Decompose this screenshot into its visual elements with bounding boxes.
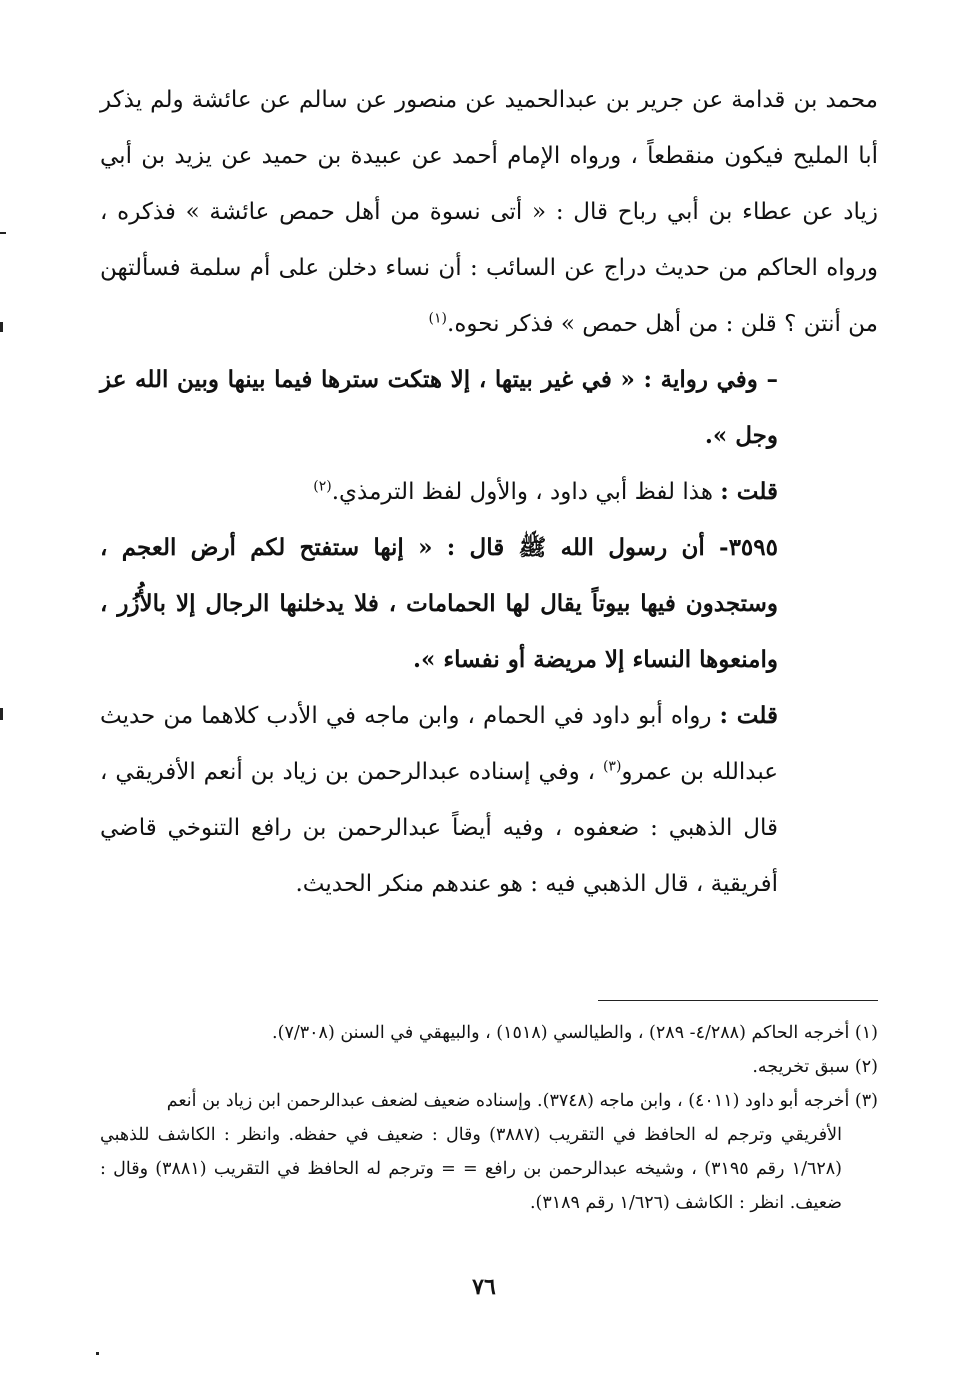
footnote-3: (٣) أخرجه أبو داود (٤٠١١) ، وابن ماجه (٣٧٤٨). وإسناده ضعيف لضعف عبدالرحمن ابن زياد بن أنعم bbox=[166, 1091, 878, 1111]
footnote-2: (٢) سبق تخريجه. bbox=[752, 1057, 878, 1077]
footnotes bbox=[100, 1016, 878, 1220]
paragraph-3-text: هذا لفظ أبي داود ، والأول لفظ الترمذي. bbox=[331, 479, 721, 505]
main-text bbox=[100, 72, 878, 912]
qultu-label-2: قلت : bbox=[719, 702, 778, 729]
scan-mark bbox=[0, 708, 3, 720]
footnote-1: (١) أخرجه الحاكم (٤/٢٨٨- ٢٨٩) ، والطيالسي (١٥١٨) ، والبيهقي في السنن (٧/٣٠٨). bbox=[272, 1023, 878, 1043]
paragraph-2: – وفي رواية : « في غير بيتها ، إلا هتكت سترها فيما بينها وبين الله عز وجل ». bbox=[100, 366, 778, 449]
footnote-ref-3: (٣) bbox=[602, 758, 622, 775]
scan-mark bbox=[0, 232, 6, 234]
paragraph-3 bbox=[100, 464, 878, 520]
scan-mark bbox=[96, 1352, 99, 1355]
qultu-label: قلت : bbox=[720, 478, 778, 505]
footnote-3-continuation: الأفريقي وترجم له الحافظ في التقريب (٣٨٨٧) وقال : ضعيف في حفظه. وانظر : الكاشف للذهبي (١/٦٢٨ رقم ٣١٩٥) ، وشيخه عبدالرحمن بن رافع = = وترجم له الحافظ في التقريب (٣٨٨١) وقال : ضعيف. انظر : الكاشف (١/٦٢٦ رقم ٣١٨٩). bbox=[100, 1125, 842, 1213]
paragraph-5 bbox=[100, 688, 878, 912]
hadith-3595: ٣٥٩٥- أن رسول الله ﷺ قال : « إنها ستفتح لكم أرض العجم ، وستجدون فيها بيوتاً يقال لها الحمامات ، فلا يدخلنها الرجال إلا بالأُزُر ، وامنعوها النساء إلا مريضة أو نفساء ». bbox=[100, 534, 778, 673]
page-number: ٧٦ bbox=[472, 1274, 496, 1300]
footnote-ref-2: (٢) bbox=[313, 478, 332, 495]
scan-mark bbox=[0, 322, 3, 332]
footnote-divider bbox=[598, 1000, 878, 1001]
paragraph-5-text-a: رواه أبو داود في الحمام ، وابن ماجه في الأدب كلاهما من حديث عبدالله بن عمرو bbox=[100, 703, 778, 785]
paragraph-1-text: محمد بن قدامة عن جرير بن عبدالحميد عن منصور عن سالم عن عائشة ولم يذكر أبا المليح فيكون منقطعاً ، ورواه الإمام أحمد عن عبيدة بن حميد عن يزيد بن أبي زياد عن عطاء بن أبي رباح قال : « أتى نسوة من أهل حمص عائشة » فذكره ، ورواه الحاكم من حديث دراج عن السائب : أن نساء دخلن على أم سلمة فسألتهن من أنتن ؟ قلن : من أهل حمص » فذكر نحوه. bbox=[100, 87, 878, 337]
paragraph-5-text-b: ، وفي إسناده عبدالرحمن بن زياد بن أنعم الأفريقي ، قال الذهبي : ضعفوه ، وفيه أيضاً عبدالرحمن بن رافع التنوخي قاضي أفريقية ، قال الذهبي فيه : هو عندهم منكر الحديث. bbox=[100, 759, 778, 897]
footnote-ref-1: (١) bbox=[428, 310, 448, 327]
paragraph-1 bbox=[100, 72, 878, 352]
